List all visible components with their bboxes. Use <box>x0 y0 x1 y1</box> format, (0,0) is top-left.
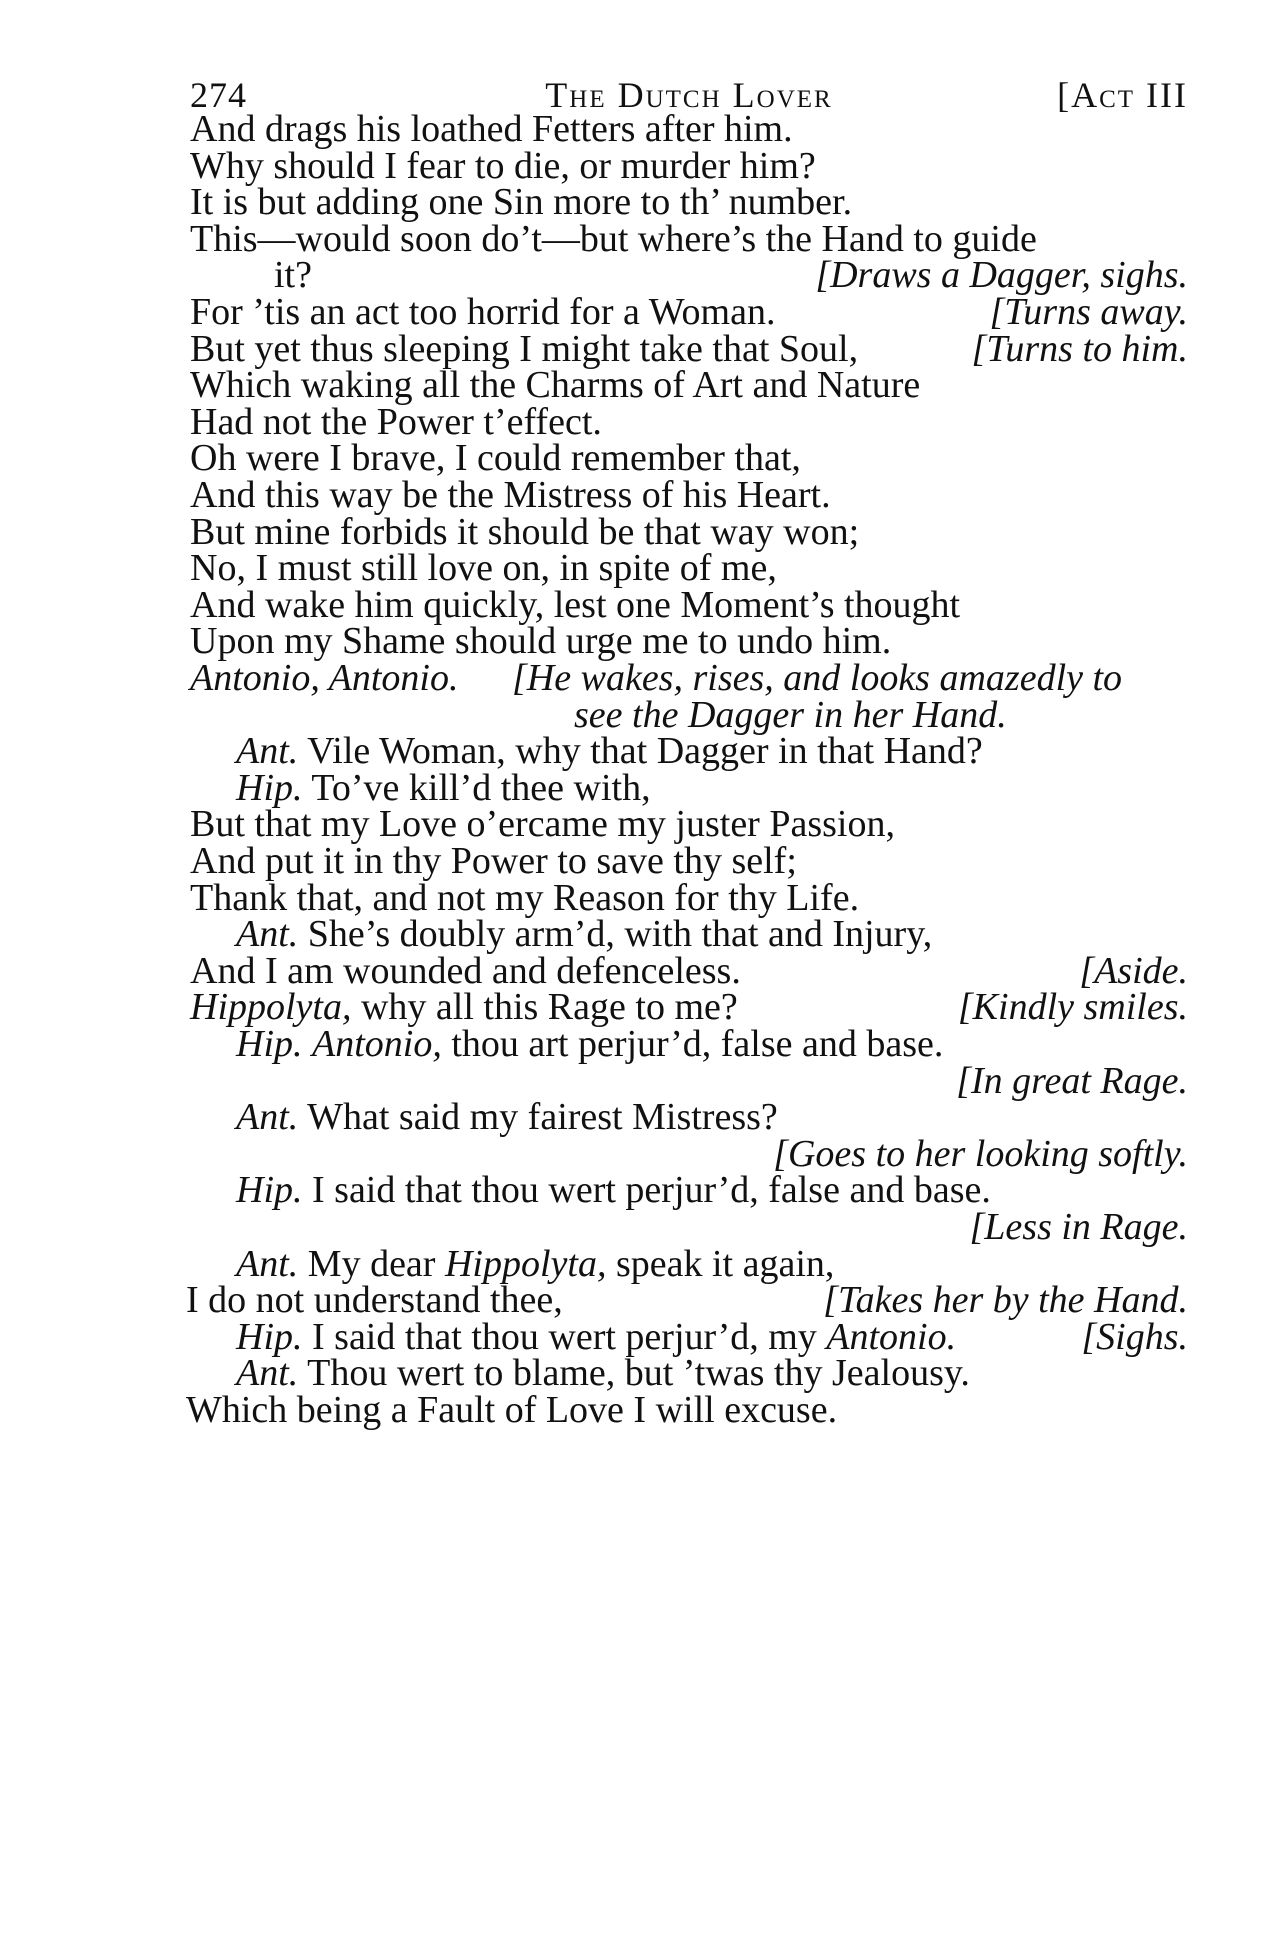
verse-line: Oh were I brave, I could remember that, <box>190 437 801 479</box>
verse-line: And put it in thy Power to save thy self; <box>190 840 797 882</box>
verse-line: Antonio, Antonio. [He wakes, rises, and looks amazedly to <box>190 657 1123 699</box>
stage-direction: [Less in Rage. <box>969 1206 1188 1248</box>
verse-line: But mine forbids it should be that way won; <box>190 511 860 553</box>
speech-line: Hip. To’ve kill’d thee with, <box>236 767 651 809</box>
stage-direction: [Turns away. <box>989 291 1188 333</box>
stage-direction: [In great Rage. <box>956 1060 1188 1102</box>
verse-line: Hippolyta, why all this Rage to me? [Kindly smiles. <box>190 986 1188 1028</box>
stage-direction: [Takes her by the Hand. <box>823 1279 1188 1321</box>
speech-line: Hip. Antonio, thou art perjur’d, false and base. <box>236 1023 944 1065</box>
speech-line: Ant. What said my fairest Mistress? <box>236 1096 778 1138</box>
stage-direction-continued: see the Dagger in her Hand. <box>574 694 1007 736</box>
verse-line: Had not the Power t’effect. <box>190 401 602 443</box>
speech-line: Hip. I said that thou wert perjur’d, my Antonio. [Sighs. <box>236 1316 1188 1358</box>
stage-direction: [Goes to her looking softly. <box>773 1133 1188 1175</box>
stage-direction: [Draws a Dagger, sighs. <box>815 254 1188 296</box>
speech-line: Ant. Thou wert to blame, but ’twas thy Jealousy. <box>236 1352 970 1394</box>
stage-direction: [Sighs. <box>1081 1316 1188 1358</box>
speech-line: Ant. Vile Woman, why that Dagger in that Hand? <box>236 730 983 772</box>
verse-line: But yet thus sleeping I might take that Soul, [Turns to him. <box>190 328 1188 370</box>
verse-line: It is but adding one Sin more to th’ number. <box>190 181 853 223</box>
verse-line: For ’tis an act too horrid for a Woman. [Turns away. <box>190 291 1188 333</box>
verse-line: Which being a Fault of Love I will excuse. <box>186 1389 838 1431</box>
stage-direction: [Kindly smiles. <box>957 986 1188 1028</box>
verse-line: Upon my Shame should urge me to undo him. <box>190 620 892 662</box>
speaker-name: Hip. <box>236 1316 303 1358</box>
speaker-name: Hip. <box>236 1169 303 1211</box>
speaker-name: Ant. <box>236 730 299 772</box>
speaker-name: Ant. <box>236 1243 299 1285</box>
stage-direction: [Turns to him. <box>971 328 1188 370</box>
speech-line: Ant. My dear Hippolyta, speak it again, <box>236 1243 835 1285</box>
act-label: [Act III <box>1057 75 1188 115</box>
page-number: 274 <box>190 75 247 115</box>
verse-line: And wake him quickly, lest one Moment’s thought <box>190 584 961 626</box>
stage-direction: [Aside. <box>1079 950 1188 992</box>
verse-line: Thank that, and not my Reason for thy Life. <box>190 877 860 919</box>
verse-line: But that my Love o’ercame my juster Passion, <box>190 803 895 845</box>
verse-line: it? [Draws a Dagger, sighs. <box>274 254 1188 296</box>
speaker-name: Hip. <box>236 1023 303 1065</box>
verse-line: Which waking all the Charms of Art and Nature <box>190 364 921 406</box>
speaker-name: Ant. <box>236 1352 299 1394</box>
running-title: The Dutch Lover <box>545 75 833 115</box>
verse-line: And I am wounded and defenceless. [Aside. <box>190 950 1188 992</box>
verse-line: This—would soon do’t—but where’s the Hand to guide <box>190 218 1037 260</box>
speech-line: Hip. I said that thou wert perjur’d, false and base. <box>236 1169 991 1211</box>
verse-line: Why should I fear to die, or murder him? <box>190 145 816 187</box>
speech-line: Ant. She’s doubly arm’d, with that and Injury, <box>236 913 933 955</box>
speaker-name: Ant. <box>236 1096 299 1138</box>
verse-line: I do not understand thee, [Takes her by the Hand. <box>186 1279 1188 1321</box>
speaker-name: Ant. <box>236 913 299 955</box>
verse-line: And this way be the Mistress of his Heart. <box>190 474 831 516</box>
verse-line: And drags his loathed Fetters after him. <box>190 108 793 150</box>
speaker-name: Hip. <box>236 767 303 809</box>
stage-direction: [He wakes, rises, and looks amazedly to <box>512 657 1123 699</box>
verse-line: No, I must still love on, in spite of me, <box>190 547 777 589</box>
